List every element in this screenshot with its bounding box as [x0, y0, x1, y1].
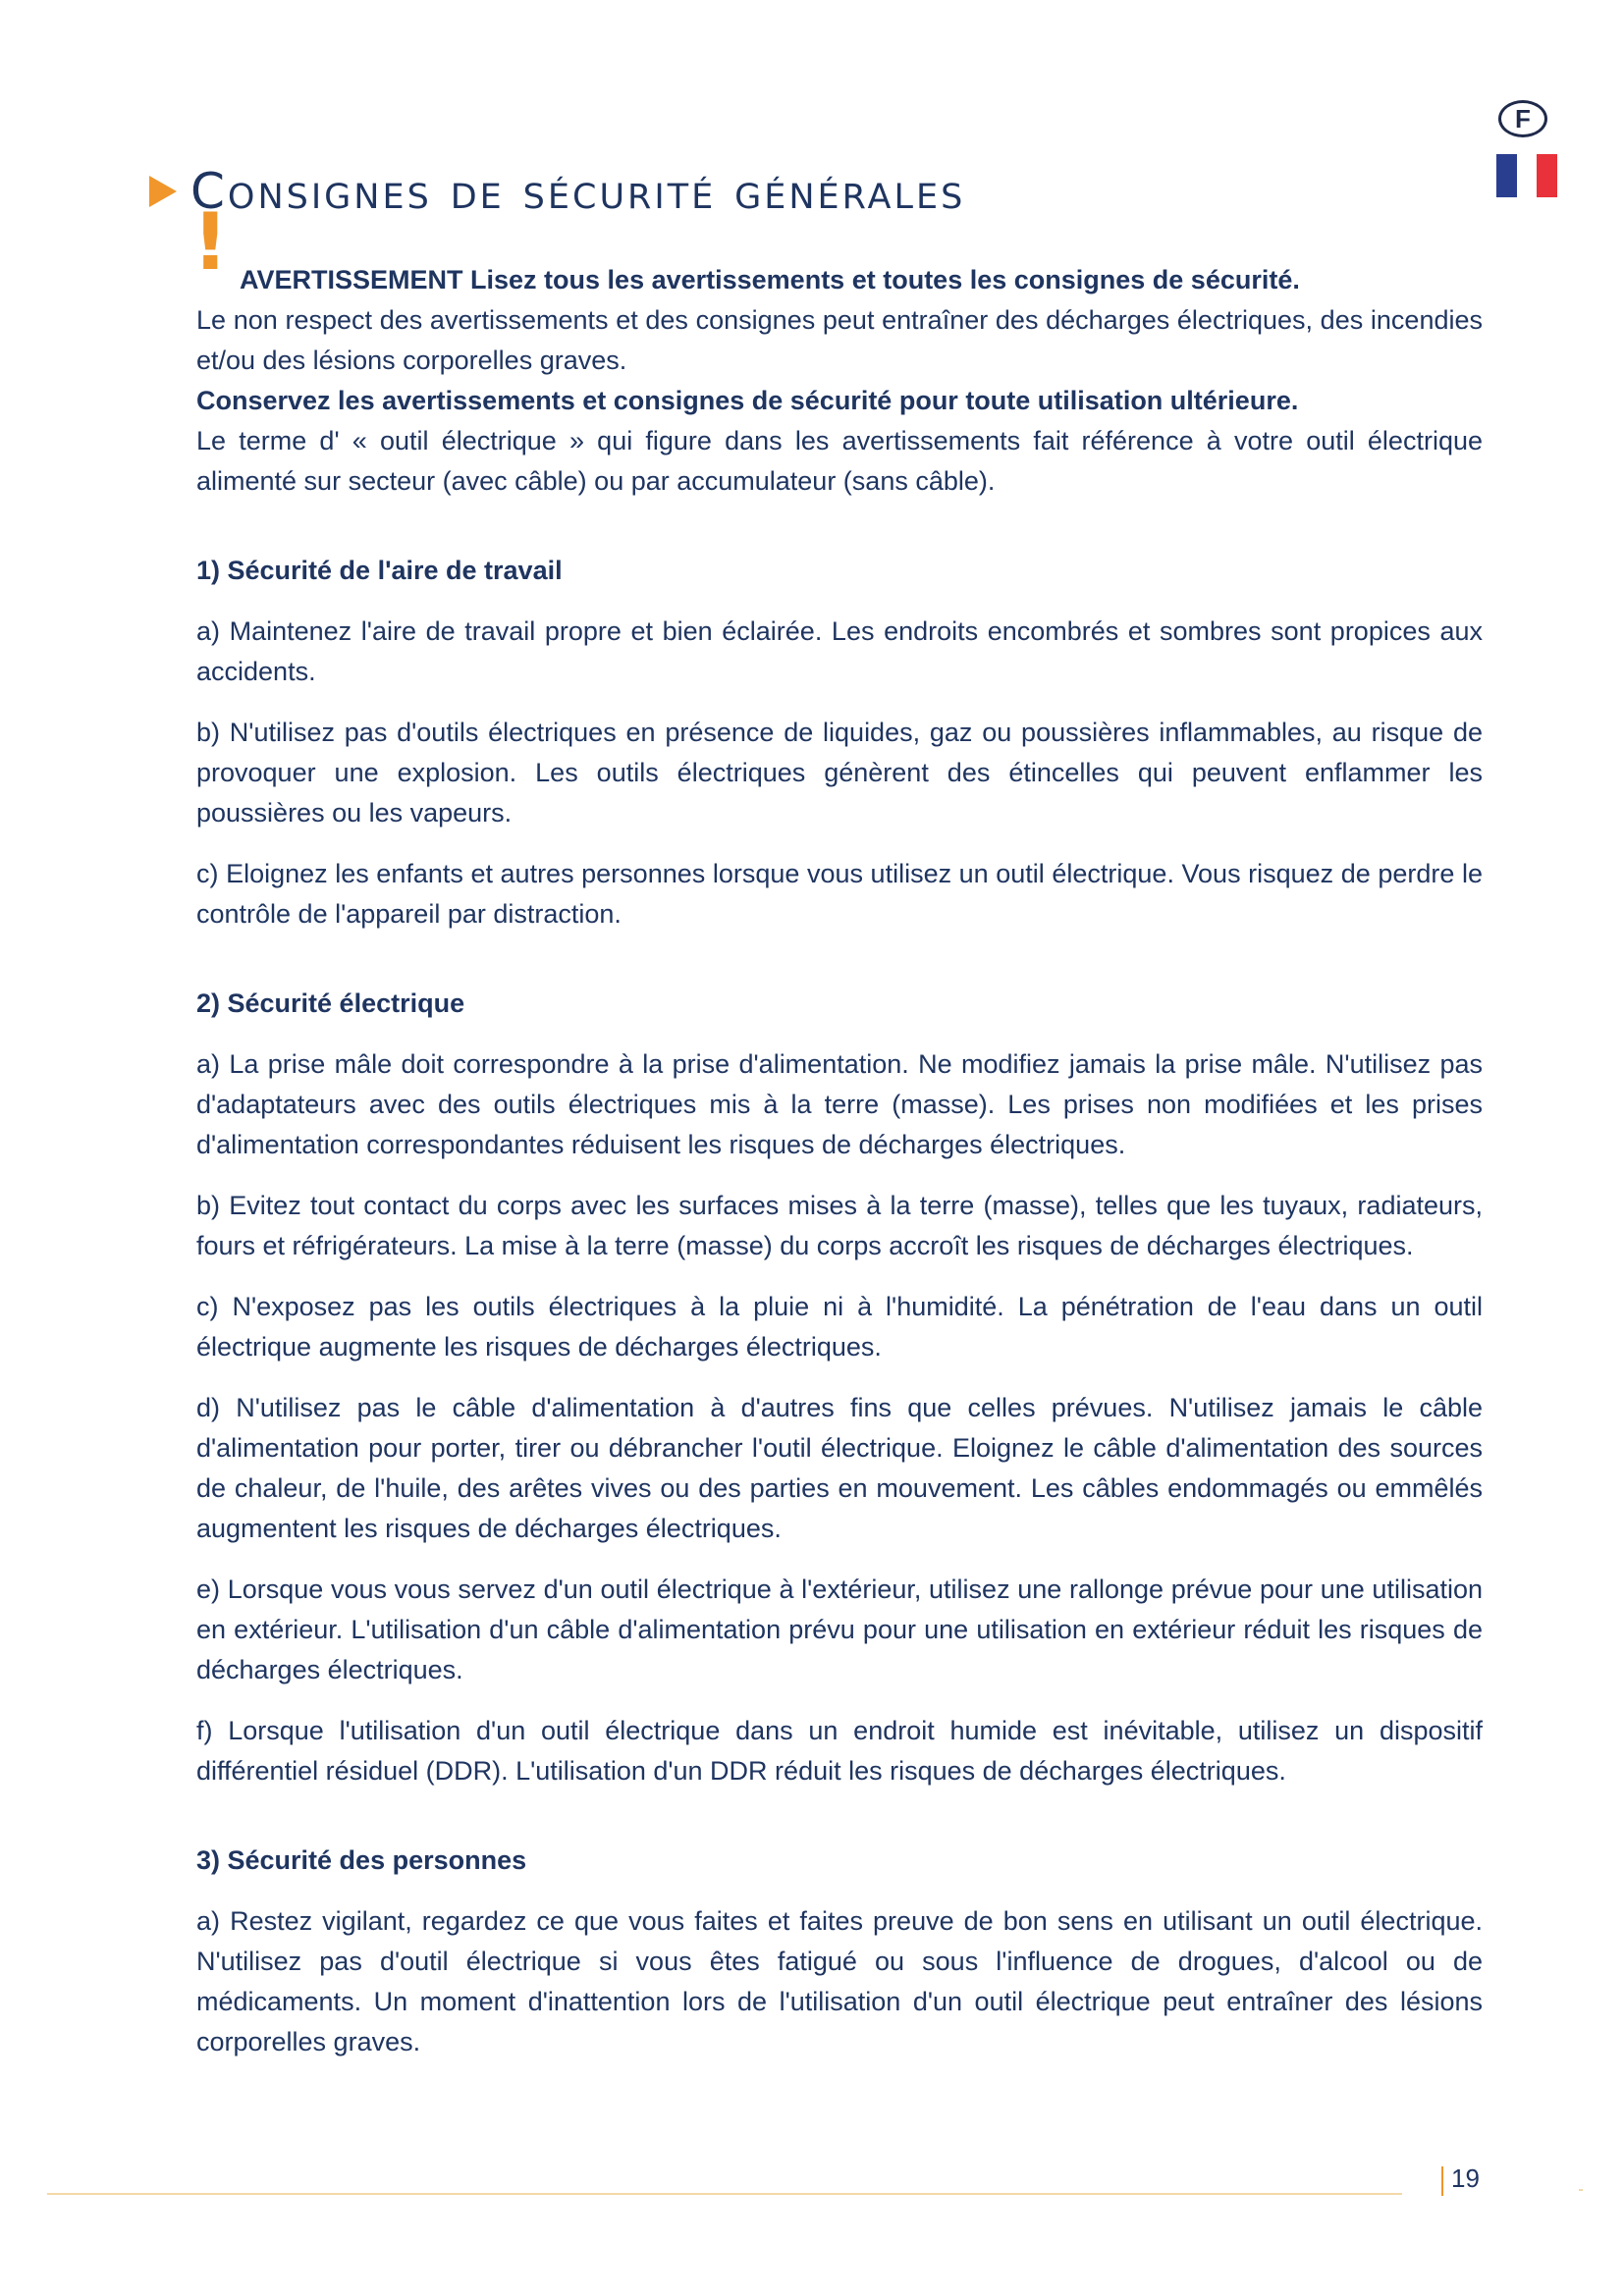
section-heading-personal: 3) Sécurité des personnes [196, 1845, 527, 1875]
warning-text: Le non respect des avertissements et des consignes peut entraîner des décharges électriques, des incendies et/ou des lésions corporelles graves. [196, 305, 1483, 375]
language-badge: F [1498, 100, 1547, 137]
warning-heading: AVERTISSEMENT Lisez tous les avertissements et toutes les consignes de sécurité. [240, 265, 1300, 294]
paragraph-work-area-b: b) N'utilisez pas d'outils électriques en présence de liquides, gaz ou poussières inflammables, au risque de provoquer une explosion. Les outils électriques génèrent des étincelles qui peuvent enflammer les poussières ou les vapeurs. [196, 718, 1483, 828]
warning-heading-line [192, 196, 1483, 300]
flag-blue-stripe [1496, 154, 1517, 197]
paragraph-work-area-c: c) Eloignez les enfants et autres personnes lorsque vous utilisez un outil électrique. Vous risquez de perdre le contrôle de l'appareil par distraction. [196, 859, 1483, 929]
section-heading-work-area: 1) Sécurité de l'aire de travail [196, 556, 563, 585]
french-flag-icon [1496, 154, 1557, 197]
paragraph-personal-a: a) Restez vigilant, regardez ce que vous faites et faites preuve de bon sens en utilisant un outil électrique. N'utilisez pas d'outil électrique si vous êtes fatigué ou sous l'influence de drogues, d'alcool ou de médicaments. Un moment d'inattention lors de l'utilisation d'un outil électrique peut entraîner des lésions corporelles graves. [196, 1906, 1483, 2056]
paragraph-electrical-a: a) La prise mâle doit correspondre à la prise d'alimentation. Ne modifiez jamais la prise mâle. N'utilisez pas d'adaptateurs avec des outils électriques mis à la terre (masse). Les prises non modifiées et les prises d'alimentation correspondantes réduisent les risques de décharges électriques. [196, 1049, 1483, 1159]
page-number-separator [1441, 2166, 1443, 2196]
paragraph-electrical-e: e) Lorsque vous vous servez d'un outil électrique à l'extérieur, utilisez une rallonge prévue pour une utilisation en extérieur. L'utilisation d'un câble d'alimentation prévu pour une utilisation en extérieur réduit les risques de décharges électriques. [196, 1575, 1483, 1684]
paragraph-electrical-d: d) N'utilisez pas le câble d'alimentation à d'autres fins que celles prévues. N'utilisez jamais le câble d'alimentation pour porter, tirer ou débrancher l'outil électrique. Eloignez le câble d'alimentation des sources de chaleur, de l'huile, des arêtes vives ou des parties en mouvement. Les câbles endommagés ou emmêlés augmentent les risques de décharges électriques. [196, 1393, 1483, 1543]
section-heading-electrical: 2) Sécurité électrique [196, 988, 465, 1018]
footer-divider [47, 2193, 1402, 2195]
paragraph-work-area-a: a) Maintenez l'aire de travail propre et bien éclairée. Les endroits encombrés et sombres sont propices aux accidents. [196, 616, 1483, 686]
page-title: Consignes de sécurité générales [190, 163, 966, 220]
flag-white-stripe [1517, 154, 1538, 197]
triangle-arrow-icon [149, 176, 177, 207]
paragraph-electrical-f: f) Lorsque l'utilisation d'un outil électrique dans un endroit humide est inévitable, utilisez un dispositif différentiel résiduel (DDR). L'utilisation d'un DDR réduit les risques de décharges électriques. [196, 1716, 1483, 1786]
safety-content [192, 196, 1483, 2062]
footer-mark [1579, 2189, 1583, 2191]
page-header [149, 163, 965, 220]
paragraph-electrical-c: c) N'exposez pas les outils électriques à la pluie ni à l'humidité. La pénétration de l'eau dans un outil électrique augmente les risques de décharges électriques. [196, 1292, 1483, 1362]
warning-definition: Le terme d' « outil électrique » qui figure dans les avertissements fait référence à votre outil électrique alimenté sur secteur (avec câble) ou par accumulateur (sans câble). [196, 426, 1483, 496]
flag-red-stripe [1537, 154, 1557, 197]
warning-keep-instructions: Conservez les avertissements et consignes de sécurité pour toute utilisation ultérieure. [196, 386, 1299, 415]
exclamation-icon: ! [192, 196, 229, 288]
page-number: 19 [1451, 2163, 1480, 2193]
paragraph-electrical-b: b) Evitez tout contact du corps avec les surfaces mises à la terre (masse), telles que les tuyaux, radiateurs, fours et réfrigérateurs. La mise à la terre (masse) du corps accroît les risques de décharges électriques. [196, 1191, 1483, 1260]
